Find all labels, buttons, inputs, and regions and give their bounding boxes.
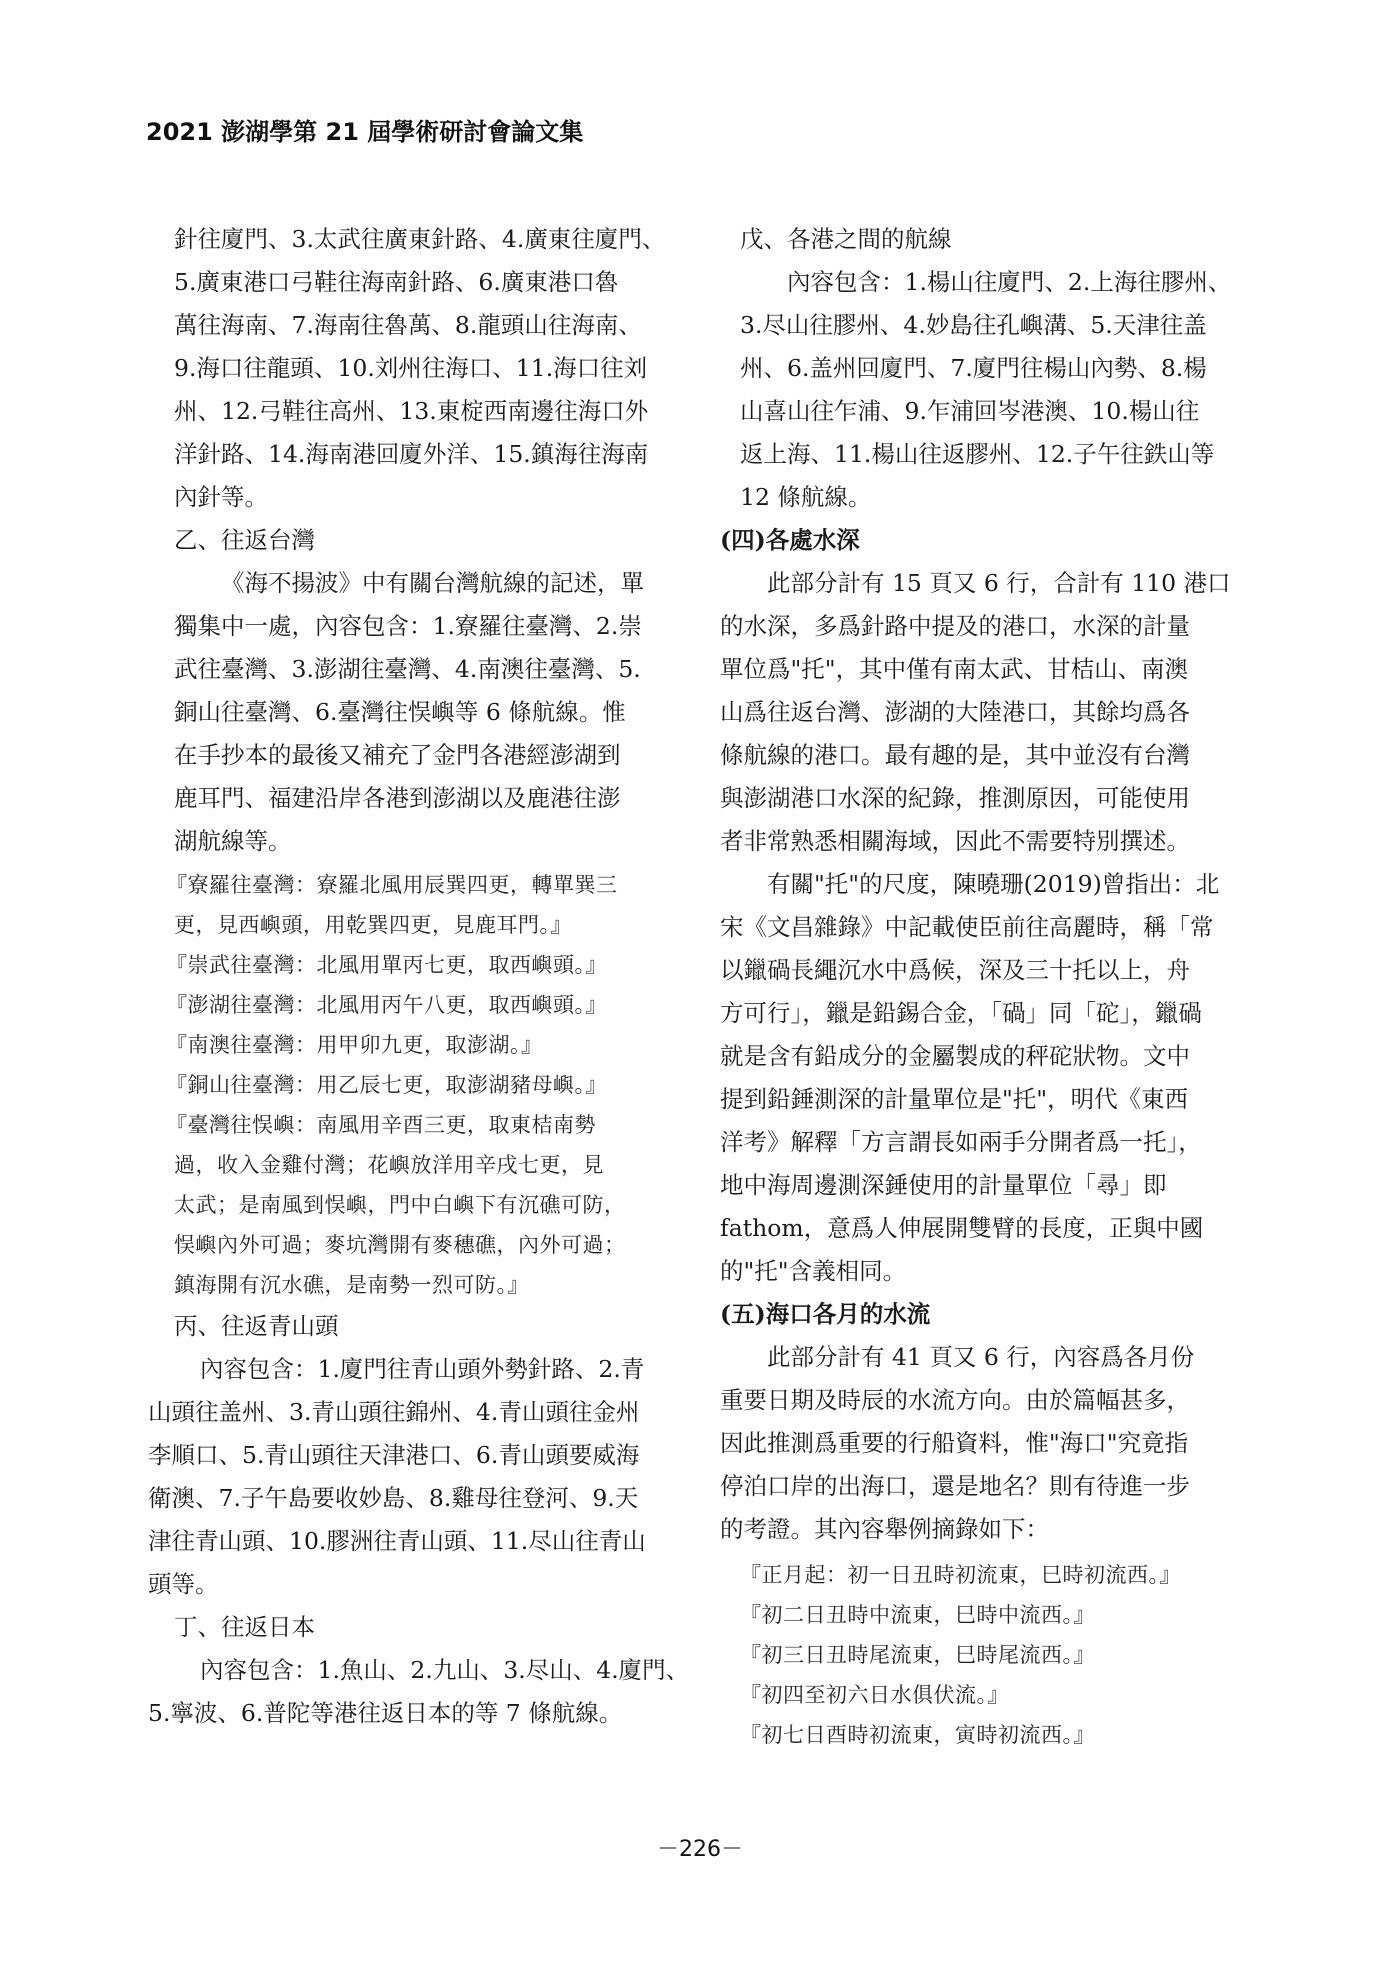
text-line: 與澎湖港口水深的紀錄，推測原因，可能使用 <box>720 784 1190 812</box>
text-line: 返上海、11.楊山往返膠州、12.子午往鉄山等 <box>740 440 1215 468</box>
quote-line: 『初七日酉時初流東，寅時初流西。』 <box>740 1723 1095 1747</box>
paragraph-taiwan <box>174 562 694 863</box>
text-line: 山爲往返台灣、澎湖的大陸港口，其餘均爲各 <box>720 698 1190 726</box>
right-column <box>720 218 1260 1755</box>
paragraph-monthly-currents <box>720 1336 1260 1551</box>
quote-line: 更，見西嶼頭，用乾巽四更，見鹿耳門。』 <box>174 913 572 937</box>
paragraph-tuo-unit <box>720 863 1260 1293</box>
text-line: 萬往海南、7.海南往魯萬、8.龍頭山往海南、 <box>174 311 642 339</box>
subheading-taiwan: 乙、往返台灣 <box>174 526 315 554</box>
quote-line: 『南澳往臺灣：用甲卯九更，取澎湖。』 <box>166 1033 543 1057</box>
text-line: 津往青山頭、10.膠洲往青山頭、11.尽山往青山 <box>148 1527 646 1555</box>
subheading-inter-port-routes: 戊、各港之間的航線 <box>740 225 952 253</box>
subheading-japan: 丁、往返日本 <box>174 1613 315 1641</box>
text-line: 提到鉛錘測深的計量單位是"托"，明代《東西 <box>720 1085 1189 1113</box>
text-line: 鹿耳門、福建沿岸各港到澎湖以及鹿港往澎 <box>174 784 621 812</box>
text-line: 山頭往盖州、3.青山頭往錦州、4.青山頭往金州 <box>148 1398 640 1426</box>
text-line: 李順口、5.青山頭往天津港口、6.青山頭要威海 <box>148 1441 640 1469</box>
quote-line: 『初三日丑時尾流東，巳時尾流西。』 <box>740 1643 1095 1667</box>
text-line: 在手抄本的最後又補充了金門各港經澎湖到 <box>174 741 621 769</box>
quote-line: 悮嶼內外可過；麥坑灣開有麥穗礁，內外可過； <box>174 1233 626 1257</box>
running-head-title: 2021 澎湖學第 21 屆學術研討會論文集 <box>146 118 584 146</box>
text-line: 的"托"含義相同。 <box>720 1257 907 1285</box>
text-line: 單位爲"托"，其中僅有南太武、甘桔山、南澳 <box>720 655 1189 683</box>
quote-line: 『寮羅往臺灣：寮羅北風用辰巽四更，轉單巽三 <box>166 873 618 897</box>
text-line: 湖航線等。 <box>174 827 292 855</box>
paragraph-inter-port-routes <box>740 261 1260 519</box>
quote-line: 『初四至初六日水俱伏流。』 <box>740 1683 1009 1707</box>
text-line: 5.寧波、6.普陀等港往返日本的等 7 條航線。 <box>148 1699 623 1727</box>
text-line: 州、12.弓鞋往高州、13.東椗西南邊往海口外 <box>174 397 649 425</box>
text-line: 山喜山往乍浦、9.乍浦回岑港澳、10.楊山往 <box>740 397 1200 425</box>
text-line: 洋針路、14.海南港回廈外洋、15.鎮海往海南 <box>174 440 649 468</box>
left-column <box>148 218 694 1735</box>
text-line: 宋《文昌雜錄》中記載使臣前往高麗時，稱「常 <box>720 913 1214 941</box>
text-line: 銅山往臺灣、6.臺灣往悮嶼等 6 條航線。惟 <box>174 698 626 726</box>
quote-line: 『臺灣往悮嶼：南風用辛酉三更，取東桔南勢 <box>166 1113 596 1137</box>
section-heading-water-depth: (四)各處水深 <box>720 526 860 554</box>
text-line: 條航線的港口。最有趣的是，其中並沒有台灣 <box>720 741 1190 769</box>
text-line: 因此推測爲重要的行船資料，惟"海口"究竟指 <box>720 1429 1189 1457</box>
quote-line: 『崇武往臺灣：北風用單丙七更，取西嶼頭。』 <box>166 953 607 977</box>
text-line: 重要日期及時辰的水流方向。由於篇幅甚多， <box>720 1386 1190 1414</box>
text-line: 內針等。 <box>174 483 268 511</box>
paragraph-japan <box>148 1649 694 1735</box>
quote-line: 『澎湖往臺灣：北風用丙午八更，取西嶼頭。』 <box>166 993 607 1017</box>
text-line: 的考證。其內容舉例摘錄如下： <box>720 1515 1049 1543</box>
text-line: 地中海周邊測深錘使用的計量單位「尋」即 <box>720 1171 1167 1199</box>
text-line: 5.廣東港口弓鞋往海南針路、6.廣東港口魯 <box>174 268 619 296</box>
text-line: fathom，意爲人伸展開雙臂的長度，正與中國 <box>720 1214 1204 1242</box>
text-line: 以鑞碢長繩沉水中爲候，深及三十托以上，舟 <box>720 956 1190 984</box>
subheading-qingshantou: 丙、往返青山頭 <box>174 1312 339 1340</box>
page-number: －226－ <box>657 1837 743 1862</box>
text-line: 針往廈門、3.太武往廣東針路、4.廣東往廈門、 <box>174 225 666 253</box>
section-heading-monthly-currents: (五)海口各月的水流 <box>720 1300 931 1328</box>
paragraph-qingshantou <box>148 1348 694 1606</box>
quote-line: 過，收入金雞付灣；花嶼放洋用辛戌七更，見 <box>174 1153 604 1177</box>
text-line: 有關"托"的尺度，陳曉珊(2019)曾指出：北 <box>767 870 1220 898</box>
quotation-block-taiwan <box>166 865 694 1305</box>
text-line: 頭等。 <box>148 1570 219 1598</box>
text-line: 獨集中一處，內容包含：1.寮羅往臺灣、2.崇 <box>174 612 642 640</box>
quotation-block-currents <box>740 1555 1260 1755</box>
text-line: 方可行」，鑞是鉛錫合金，「碢」同「砣」，鑞碢 <box>720 999 1202 1027</box>
text-line: 9.海口往龍頭、10.刘州往海口、11.海口往刘 <box>174 354 648 382</box>
quote-line: 『初二日丑時中流東，巳時中流西。』 <box>740 1603 1095 1627</box>
text-line: 內容包含：1.魚山、2.九山、3.尽山、4.廈門、 <box>200 1656 690 1684</box>
quote-line: 太武；是南風到悮嶼，門中白嶼下有沉礁可防， <box>174 1193 626 1217</box>
paragraph-routes-continued <box>174 218 694 519</box>
text-line: 3.尽山往膠州、4.妙島往孔嶼溝、5.天津往盖 <box>740 311 1207 339</box>
text-line: 洋考》解釋「方言謂長如兩手分開者爲一托」， <box>720 1128 1202 1156</box>
paragraph-water-depth <box>720 562 1260 863</box>
text-line: 此部分計有 41 頁又 6 行，內容爲各月份 <box>767 1343 1195 1371</box>
text-line: 《海不揚波》中有關台灣航線的記述，單 <box>221 569 644 597</box>
text-line: 內容包含：1.廈門往青山頭外勢針路、2.青 <box>200 1355 645 1383</box>
text-line: 停泊口岸的出海口，還是地名？則有待進一步 <box>720 1472 1190 1500</box>
text-line: 此部分計有 15 頁又 6 行，合計有 110 港口 <box>767 569 1231 597</box>
text-line: 12 條航線。 <box>740 483 872 511</box>
quote-line: 『正月起：初一日丑時初流東，巳時初流西。』 <box>740 1563 1181 1587</box>
text-line: 衛澳、7.子午島要收妙島、8.雞母往登河、9.天 <box>148 1484 639 1512</box>
text-line: 內容包含：1.楊山往廈門、2.上海往膠州、 <box>787 268 1232 296</box>
quote-line: 鎮海開有沉水礁，是南勢一烈可防。』 <box>174 1273 529 1297</box>
text-line: 武往臺灣、3.澎湖往臺灣、4.南澳往臺灣、5. <box>174 655 641 683</box>
text-line: 就是含有鉛成分的金屬製成的秤砣狀物。文中 <box>720 1042 1190 1070</box>
text-line: 的水深，多爲針路中提及的港口，水深的計量 <box>720 612 1190 640</box>
text-line: 州、6.盖州回廈門、7.廈門往楊山內勢、8.楊 <box>740 354 1207 382</box>
quote-line: 『銅山往臺灣：用乙辰七更，取澎湖豬母嶼。』 <box>166 1073 607 1097</box>
text-line: 者非常熟悉相關海域，因此不需要特別撰述。 <box>720 827 1190 855</box>
